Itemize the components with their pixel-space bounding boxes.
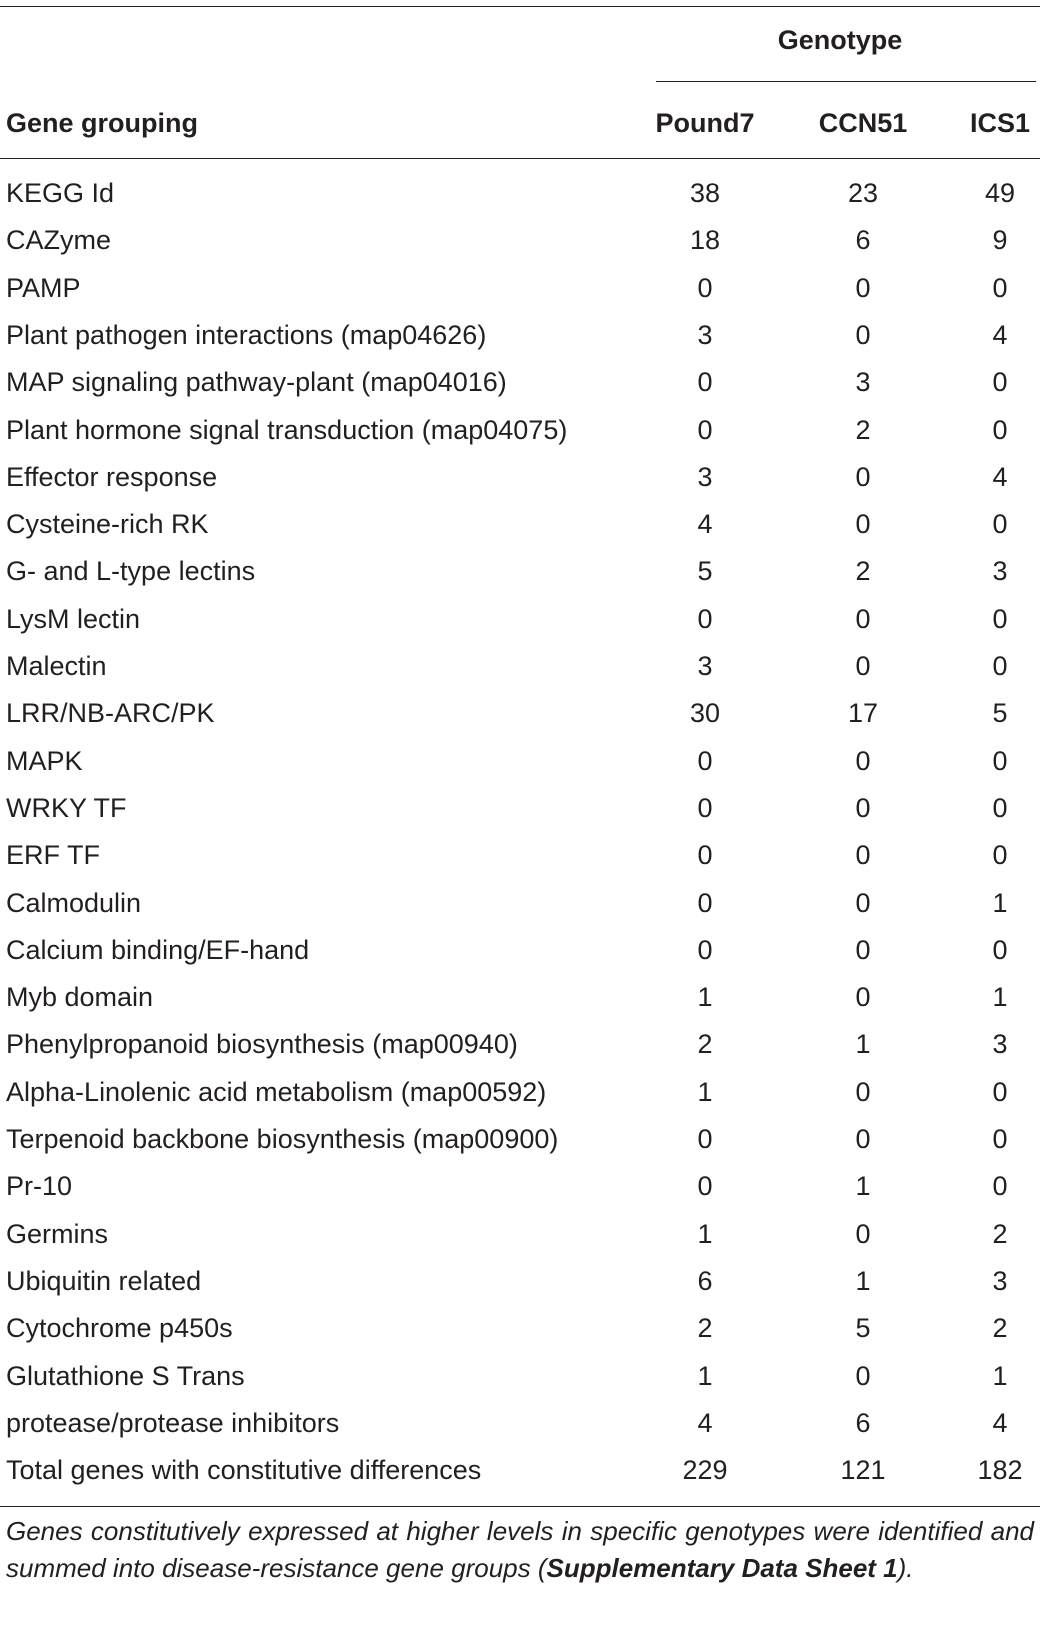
table-top-rule bbox=[0, 6, 1040, 7]
cell-ics1: 1 bbox=[992, 887, 1008, 918]
row-label: CAZyme bbox=[6, 225, 112, 256]
cell-ccn51: 0 bbox=[855, 982, 871, 1013]
cell-pound7: 3 bbox=[697, 319, 713, 350]
cell-pound7: 38 bbox=[689, 178, 721, 208]
cell-ccn51: 0 bbox=[855, 840, 871, 871]
cell-ics1: 0 bbox=[992, 934, 1008, 965]
cell-ccn51: 0 bbox=[855, 887, 871, 918]
cell-ics1: 0 bbox=[992, 509, 1008, 540]
cell-ics1: 182 bbox=[977, 1455, 1023, 1486]
column-header-ics1: ICS1 bbox=[969, 108, 1031, 138]
row-label: MAP signaling pathway-plant (map04016) bbox=[6, 367, 507, 398]
cell-ics1: 49 bbox=[984, 178, 1016, 208]
genotype-group-header: Genotype bbox=[777, 25, 903, 55]
cell-ics1: 4 bbox=[992, 319, 1008, 350]
row-label: Calcium binding/EF-hand bbox=[6, 934, 310, 965]
cell-ics1: 0 bbox=[992, 651, 1008, 681]
row-label: PAMP bbox=[6, 272, 81, 303]
cell-ccn51: 0 bbox=[855, 509, 871, 540]
cell-ics1: 0 bbox=[992, 414, 1008, 445]
genotype-underline bbox=[656, 81, 1036, 82]
cell-ics1: 1 bbox=[992, 1360, 1008, 1391]
cell-pound7: 0 bbox=[697, 840, 713, 871]
row-label: Cysteine-rich RK bbox=[6, 509, 209, 540]
cell-ccn51: 1 bbox=[855, 1029, 871, 1060]
cell-ccn51: 121 bbox=[840, 1455, 886, 1486]
row-label: LysM lectin bbox=[6, 603, 141, 634]
cell-pound7: 2 bbox=[697, 1029, 713, 1060]
cell-pound7: 1 bbox=[697, 1218, 713, 1249]
cell-ics1: 4 bbox=[992, 461, 1008, 492]
cell-ccn51: 0 bbox=[855, 1076, 871, 1107]
cell-pound7: 0 bbox=[697, 414, 713, 445]
row-label: Effector response bbox=[6, 461, 218, 492]
cell-ccn51: 1 bbox=[855, 1171, 871, 1202]
cell-pound7: 3 bbox=[697, 461, 713, 492]
column-header-ccn51: CCN51 bbox=[818, 108, 908, 138]
cell-ics1: 0 bbox=[992, 603, 1008, 634]
cell-pound7: 0 bbox=[697, 745, 713, 776]
cell-pound7: 229 bbox=[682, 1455, 728, 1486]
footnote-supplementary-ref: Supplementary Data Sheet 1 bbox=[546, 1552, 898, 1583]
footnote-text-end: ). bbox=[897, 1552, 914, 1583]
cell-pound7: 0 bbox=[697, 934, 713, 965]
cell-pound7: 0 bbox=[697, 367, 713, 398]
cell-ccn51: 0 bbox=[855, 792, 871, 823]
cell-ics1: 0 bbox=[992, 367, 1008, 398]
cell-pound7: 0 bbox=[697, 272, 713, 303]
cell-ccn51: 3 bbox=[855, 367, 871, 398]
row-label: Pr-10 bbox=[6, 1171, 73, 1202]
table-bottom-rule bbox=[0, 1506, 1040, 1507]
cell-ccn51: 0 bbox=[855, 319, 871, 350]
cell-ics1: 2 bbox=[992, 1218, 1008, 1249]
cell-ccn51: 5 bbox=[855, 1313, 871, 1344]
cell-ccn51: 17 bbox=[847, 698, 879, 729]
cell-ccn51: 6 bbox=[855, 1407, 871, 1438]
row-label: G- and L-type lectins bbox=[6, 556, 256, 587]
cell-pound7: 6 bbox=[697, 1265, 713, 1296]
cell-ics1: 3 bbox=[992, 1029, 1008, 1060]
cell-ccn51: 2 bbox=[855, 556, 871, 587]
row-label: Germins bbox=[6, 1218, 109, 1249]
cell-pound7: 1 bbox=[697, 1360, 713, 1391]
cell-pound7: 0 bbox=[697, 792, 713, 823]
row-label: Calmodulin bbox=[6, 887, 142, 918]
cell-ics1: 3 bbox=[992, 1265, 1008, 1296]
column-header-pound7: Pound7 bbox=[655, 108, 755, 138]
cell-ics1: 1 bbox=[992, 982, 1008, 1013]
cell-ics1: 9 bbox=[992, 225, 1008, 256]
table-footnote bbox=[6, 1513, 1034, 1586]
row-label: Terpenoid backbone biosynthesis (map00900) bbox=[6, 1124, 559, 1154]
cell-pound7: 4 bbox=[697, 509, 713, 540]
cell-pound7: 4 bbox=[697, 1407, 713, 1438]
header-bottom-rule bbox=[0, 158, 1040, 159]
cell-ics1: 4 bbox=[992, 1407, 1008, 1438]
row-label: Glutathione S Trans bbox=[6, 1360, 245, 1391]
cell-ccn51: 0 bbox=[855, 603, 871, 634]
cell-ccn51: 0 bbox=[855, 1218, 871, 1249]
cell-ics1: 2 bbox=[992, 1313, 1008, 1344]
row-label: Alpha-Linolenic acid metabolism (map00592) bbox=[6, 1076, 547, 1107]
row-label: WRKY TF bbox=[6, 792, 127, 823]
cell-pound7: 1 bbox=[697, 1076, 713, 1107]
cell-ics1: 0 bbox=[992, 1076, 1008, 1107]
row-label: MAPK bbox=[6, 745, 83, 776]
cell-ics1: 3 bbox=[992, 556, 1008, 587]
cell-ics1: 5 bbox=[992, 698, 1008, 729]
gene-grouping-header: Gene grouping bbox=[6, 108, 198, 138]
cell-pound7: 0 bbox=[697, 1171, 713, 1202]
cell-pound7: 0 bbox=[697, 887, 713, 918]
cell-ccn51: 0 bbox=[855, 934, 871, 965]
cell-pound7: 2 bbox=[697, 1313, 713, 1344]
row-label: Ubiquitin related bbox=[6, 1265, 202, 1296]
row-label: LRR/NB-ARC/PK bbox=[6, 698, 215, 729]
row-label: protease/protease inhibitors bbox=[6, 1407, 340, 1438]
cell-ics1: 0 bbox=[992, 792, 1008, 823]
cell-ics1: 0 bbox=[992, 1171, 1008, 1202]
cell-ccn51: 0 bbox=[855, 651, 871, 681]
cell-pound7: 5 bbox=[697, 556, 713, 587]
cell-ccn51: 0 bbox=[855, 1360, 871, 1391]
row-label: Plant pathogen interactions (map04626) bbox=[6, 319, 487, 350]
cell-ccn51: 0 bbox=[855, 461, 871, 492]
cell-pound7: 0 bbox=[697, 1124, 713, 1154]
cell-ics1: 0 bbox=[992, 840, 1008, 871]
cell-ccn51: 0 bbox=[855, 272, 871, 303]
row-label: Phenylpropanoid biosynthesis (map00940) bbox=[6, 1029, 518, 1060]
row-label: Myb domain bbox=[6, 982, 154, 1013]
cell-ccn51: 1 bbox=[855, 1265, 871, 1296]
cell-ccn51: 23 bbox=[847, 178, 879, 208]
cell-ccn51: 0 bbox=[855, 1124, 871, 1154]
cell-pound7: 1 bbox=[697, 982, 713, 1013]
cell-pound7: 18 bbox=[689, 225, 721, 256]
cell-ccn51: 6 bbox=[855, 225, 871, 256]
cell-ccn51: 0 bbox=[855, 745, 871, 776]
row-label: KEGG Id bbox=[6, 178, 115, 208]
footnote-text: Genes constitutively expressed at higher levels in specific genotypes were identified and summed into disease-resistance gene groups ( bbox=[6, 1516, 1034, 1583]
cell-pound7: 30 bbox=[689, 698, 721, 729]
cell-ics1: 0 bbox=[992, 1124, 1008, 1154]
row-label: Malectin bbox=[6, 651, 107, 681]
row-label: Plant hormone signal transduction (map04075) bbox=[6, 414, 568, 445]
cell-pound7: 3 bbox=[697, 651, 713, 681]
row-label: Cytochrome p450s bbox=[6, 1313, 233, 1344]
row-label: ERF TF bbox=[6, 840, 100, 871]
row-label: Total genes with constitutive differences bbox=[6, 1455, 482, 1486]
cell-ics1: 0 bbox=[992, 745, 1008, 776]
cell-ccn51: 2 bbox=[855, 414, 871, 445]
cell-pound7: 0 bbox=[697, 603, 713, 634]
cell-ics1: 0 bbox=[992, 272, 1008, 303]
